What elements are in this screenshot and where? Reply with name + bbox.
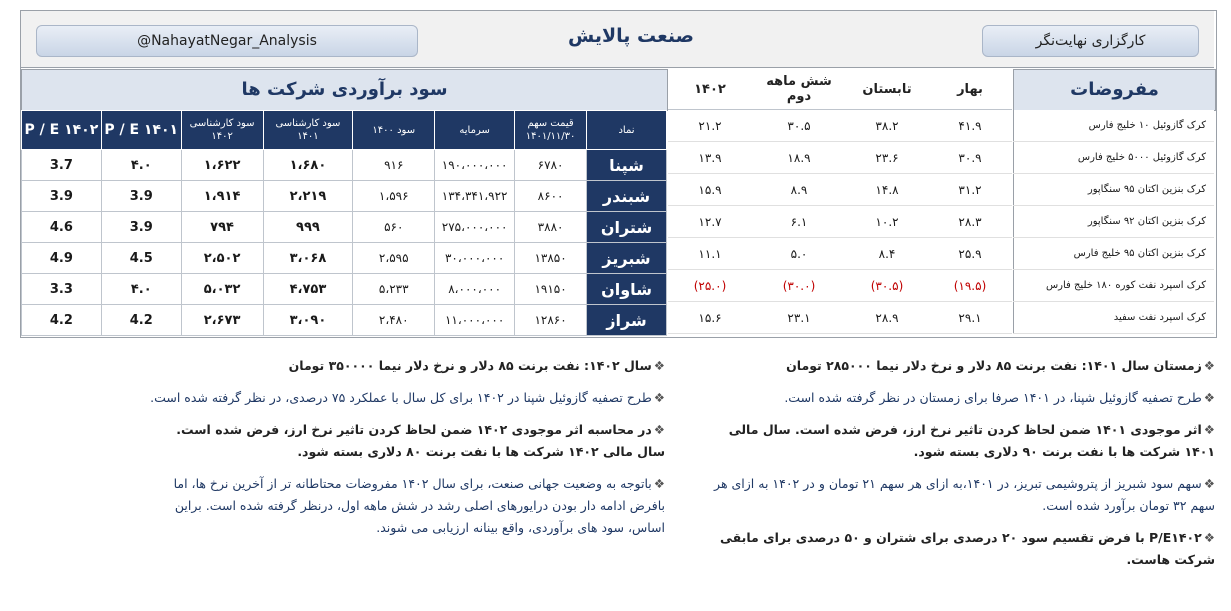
cell-summer: ۳۸.۲ (846, 110, 928, 142)
cell-pe1402: 3.7 (22, 150, 102, 181)
note-text: P/E۱۴۰۲ با فرض تقسیم سود ۲۰ درصدی برای شتران و ۵۰ درصدی برای مابقی شرکت هاست. (720, 530, 1215, 567)
profit-table (21, 110, 667, 336)
assumption-label: کرک بنزین اکتان ۹۲ سنگاپور (1014, 206, 1215, 238)
cell-h2: ۸.۹ (752, 174, 846, 206)
cell-pe1402: 3.9 (22, 181, 102, 212)
profit-header-row (22, 111, 667, 150)
assumptions-title: مفروضات (1013, 69, 1216, 111)
cell-y1402: ۱۳.۹ (668, 142, 752, 174)
cell-pe1401: ۴.۰ (101, 150, 181, 181)
table-row (668, 270, 1012, 302)
note-text: طرح تصفیه گازوئیل شپنا در ۱۴۰۲ برای کل سال با عملکرد ۷۵ درصدی، در نظر گرفته شده است. (150, 390, 652, 405)
cell-price: ۸۶۰۰ (515, 181, 587, 212)
cell-y1402: ۱۵.۹ (668, 174, 752, 206)
cell-pe1401: 3.9 (101, 212, 181, 243)
note-item (145, 355, 665, 377)
cell-summer: ۲۳.۶ (846, 142, 928, 174)
cell-h2: (۳۰.۰) (752, 270, 846, 302)
note-item (145, 473, 665, 539)
col-price: قیمت سهم ۱۴۰۱/۱۱/۳۰ (515, 111, 587, 150)
assumption-label: کرک گازوئیل ۱۰ خلیج فارس (1014, 110, 1215, 142)
assumption-label: کرک بنزین اکتان ۹۵ خلیج فارس (1014, 238, 1215, 270)
cell-summer: ۱۰.۲ (846, 206, 928, 238)
table-row (22, 150, 667, 181)
cell-price: ۱۳۸۵۰ (515, 243, 587, 274)
col-eps1401: سود کارشناسی ۱۴۰۱ (263, 111, 353, 150)
cell-capital: ۱۳۴،۳۴۱،۹۲۲ (435, 181, 515, 212)
cell-y1402: ۱۲.۷ (668, 206, 752, 238)
cell-symbol: شراز (587, 305, 667, 336)
cell-eps1402: ۲،۵۰۲ (181, 243, 263, 274)
cell-price: ۱۹۱۵۰ (515, 274, 587, 305)
note-item (695, 355, 1215, 377)
note-item (695, 419, 1215, 463)
assumption-label: کرک اسپرد نفت کوره ۱۸۰ خلیج فارس (1014, 270, 1215, 302)
cell-eps1401: ۴،۷۵۳ (263, 274, 353, 305)
cell-spring: ۲۸.۳ (928, 206, 1012, 238)
bullet-icon: ❖ (1203, 422, 1215, 437)
note-item (695, 387, 1215, 409)
note-item (145, 387, 665, 409)
cell-pe1402: 3.3 (22, 274, 102, 305)
cell-summer: ۸.۴ (846, 238, 928, 270)
cell-h2: ۶.۱ (752, 206, 846, 238)
cell-symbol: شپنا (587, 150, 667, 181)
assumptions-table (668, 69, 1012, 334)
bullet-icon: ❖ (653, 390, 665, 405)
cell-pe1401: ۴.۰ (101, 274, 181, 305)
table-row (22, 212, 667, 243)
cell-pe1401: 3.9 (101, 181, 181, 212)
cell-spring: ۳۰.۹ (928, 142, 1012, 174)
bullet-icon: ❖ (1203, 530, 1215, 545)
table-row (22, 305, 667, 336)
col-summer: تابستان (846, 69, 928, 110)
cell-capital: ۸،۰۰۰،۰۰۰ (435, 274, 515, 305)
cell-symbol: شبریز (587, 243, 667, 274)
page-title: صنعت پالایش (568, 25, 694, 47)
cell-pe1402: 4.9 (22, 243, 102, 274)
table-row (1014, 174, 1215, 206)
cell-y1402: ۱۱.۱ (668, 238, 752, 270)
cell-y1402: ۲۱.۲ (668, 110, 752, 142)
bullet-icon: ❖ (653, 358, 665, 373)
col-h2: شش ماهه دوم (752, 69, 846, 110)
report-header (21, 11, 1214, 68)
table-row (668, 302, 1012, 334)
cell-price: ۶۷۸۰ (515, 150, 587, 181)
table-row (22, 274, 667, 305)
cell-h2: ۱۸.۹ (752, 142, 846, 174)
note-item (145, 419, 665, 463)
note-text: در محاسبه اثر موجودی ۱۴۰۲ ضمن لحاظ کردن تاثیر نرخ ارز، فرض شده است. سال مالی ۱۴۰۲ شرکت ها با نفت برنت ۸۰ دلاری بسته شود. (176, 422, 665, 459)
cell-eps1400: ۲،۵۹۵ (353, 243, 435, 274)
cell-eps1402: ۱،۹۱۴ (181, 181, 263, 212)
assumption-label: کرک گازوئیل ۵۰۰۰ خلیج فارس (1014, 142, 1215, 174)
cell-eps1402: ۱،۶۲۲ (181, 150, 263, 181)
col-capital: سرمایه (435, 111, 515, 150)
cell-h2: ۳۰.۵ (752, 110, 846, 142)
note-text: سال ۱۴۰۲: نفت برنت ۸۵ دلار و نرخ دلار نیما ۳۵۰۰۰۰ تومان (288, 358, 652, 373)
cell-summer: ۱۴.۸ (846, 174, 928, 206)
cell-spring: ۲۵.۹ (928, 238, 1012, 270)
cell-eps1401: ۹۹۹ (263, 212, 353, 243)
bullet-icon: ❖ (1203, 390, 1215, 405)
assumption-labels (1013, 110, 1214, 334)
cell-pe1402: 4.6 (22, 212, 102, 243)
note-item (695, 527, 1215, 571)
note-text: زمستان سال ۱۴۰۱: نفت برنت ۸۵ دلار و نرخ دلار نیما ۲۸۵۰۰۰ تومان (786, 358, 1202, 373)
table-row (1014, 110, 1215, 142)
cell-pe1401: 4.5 (101, 243, 181, 274)
cell-spring: (۱۹.۵) (928, 270, 1012, 302)
cell-eps1400: ۱،۵۹۶ (353, 181, 435, 212)
note-text: باتوجه به وضعیت جهانی صنعت، برای سال ۱۴۰۲ مفروضات محتاطانه تر از آخرین نرخ ها، اما بافرض ادامه دار بودن درایورهای اصلی رشد در شش ماهه اول، درنظر گرفته شده است. براین اساس، سود های برآوردی، واقع بینانه ارزیابی می شوند. (173, 476, 665, 535)
broker-badge: کارگزاری نهایت‌نگر (982, 25, 1199, 57)
note-item (695, 473, 1215, 517)
cell-pe1401: 4.2 (101, 305, 181, 336)
table-row (668, 238, 1012, 270)
cell-eps1401: ۱،۶۸۰ (263, 150, 353, 181)
cell-price: ۳۸۸۰ (515, 212, 587, 243)
notes-left (145, 355, 665, 549)
cell-eps1401: ۲،۲۱۹ (263, 181, 353, 212)
cell-capital: ۱۱،۰۰۰،۰۰۰ (435, 305, 515, 336)
cell-y1402: ۱۵.۶ (668, 302, 752, 334)
cell-eps1400: ۲،۴۸۰ (353, 305, 435, 336)
cell-eps1402: ۷۹۴ (181, 212, 263, 243)
cell-summer: (۳۰.۵) (846, 270, 928, 302)
note-text: اثر موجودی ۱۴۰۱ ضمن لحاظ کردن تاثیر نرخ ارز، فرض شده است. سال مالی ۱۴۰۱ شرکت ها با نفت برنت ۹۰ دلاری بسته شود. (728, 422, 1215, 459)
cell-pe1402: 4.2 (22, 305, 102, 336)
col-pe1402: P / E ۱۴۰۲ (22, 111, 102, 150)
cell-eps1401: ۳،۰۹۰ (263, 305, 353, 336)
table-row (668, 142, 1012, 174)
col-symbol: نماد (587, 111, 667, 150)
table-row (22, 181, 667, 212)
cell-spring: ۴۱.۹ (928, 110, 1012, 142)
cell-spring: ۲۹.۱ (928, 302, 1012, 334)
cell-summer: ۲۸.۹ (846, 302, 928, 334)
bullet-icon: ❖ (653, 476, 665, 491)
cell-y1402: (۲۵.۰) (668, 270, 752, 302)
cell-eps1400: ۹۱۶ (353, 150, 435, 181)
cell-symbol: شبندر (587, 181, 667, 212)
bullet-icon: ❖ (1203, 476, 1215, 491)
table-row (668, 110, 1012, 142)
cell-symbol: شتران (587, 212, 667, 243)
cell-eps1400: ۵۶۰ (353, 212, 435, 243)
table-row (22, 243, 667, 274)
cell-spring: ۳۱.۲ (928, 174, 1012, 206)
note-text: طرح تصفیه گازوئیل شپنا، در ۱۴۰۱ صرفا برای زمستان در نظر گرفته شده است. (784, 390, 1202, 405)
cell-eps1400: ۵،۲۳۳ (353, 274, 435, 305)
assumption-label: کرک اسپرد نفت سفید (1014, 302, 1215, 334)
cell-eps1401: ۳،۰۶۸ (263, 243, 353, 274)
bullet-icon: ❖ (653, 422, 665, 437)
cell-h2: ۵.۰ (752, 238, 846, 270)
cell-price: ۱۲۸۶۰ (515, 305, 587, 336)
cell-eps1402: ۵،۰۳۲ (181, 274, 263, 305)
col-pe1401: P / E ۱۴۰۱ (101, 111, 181, 150)
table-row (668, 206, 1012, 238)
col-1402: ۱۴۰۲ (668, 69, 752, 110)
col-eps1400: سود ۱۴۰۰ (353, 111, 435, 150)
cell-h2: ۲۳.۱ (752, 302, 846, 334)
table-row (1014, 302, 1215, 334)
table-row (1014, 206, 1215, 238)
notes-right (695, 355, 1215, 581)
cell-eps1402: ۲،۶۷۳ (181, 305, 263, 336)
note-text: سهم سود شبریز از پتروشیمی تبریز، در ۱۴۰۱،به ازای هر سهم ۲۱ تومان و در ۱۴۰۲ به ازای هر سهم ۳۲ تومان برآورد شده است. (714, 476, 1215, 513)
table-row (1014, 270, 1215, 302)
cell-capital: ۳۰،۰۰۰،۰۰۰ (435, 243, 515, 274)
col-spring: بهار (928, 69, 1012, 110)
assumptions-header-row (668, 69, 1012, 110)
col-eps1402: سود کارشناسی ۱۴۰۲ (181, 111, 263, 150)
cell-symbol: شاوان (587, 274, 667, 305)
profit-section-title: سود برآوردی شرکت ها (21, 69, 668, 111)
table-row (1014, 142, 1215, 174)
bullet-icon: ❖ (1203, 358, 1215, 373)
table-row (1014, 238, 1215, 270)
assumption-label: کرک بنزین اکتان ۹۵ سنگاپور (1014, 174, 1215, 206)
table-row (668, 174, 1012, 206)
cell-capital: ۱۹۰،۰۰۰،۰۰۰ (435, 150, 515, 181)
handle-badge: @NahayatNegar_Analysis (36, 25, 418, 57)
cell-capital: ۲۷۵،۰۰۰،۰۰۰ (435, 212, 515, 243)
